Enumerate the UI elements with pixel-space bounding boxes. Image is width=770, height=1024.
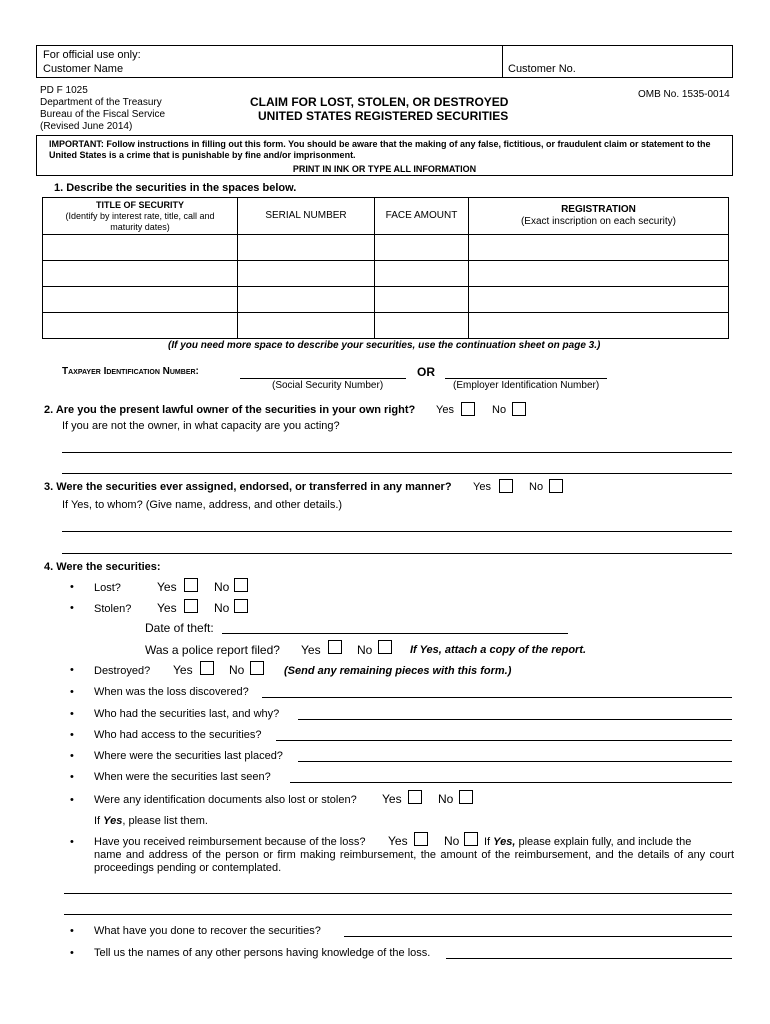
id-docs-no-label: No xyxy=(438,792,454,806)
reimb-yes-label: Yes xyxy=(388,834,408,848)
cell-face[interactable] xyxy=(375,235,469,261)
q2-answer-line-1[interactable] xyxy=(62,452,732,453)
police-report-note: If Yes, attach a copy of the report. xyxy=(410,644,587,656)
reimb-if-yes-text xyxy=(484,836,691,849)
stolen-no-checkbox[interactable] xyxy=(234,599,248,613)
bullet: • xyxy=(70,686,74,698)
table-header-row xyxy=(43,198,729,235)
bullet: • xyxy=(70,750,74,762)
reimb-continuation: name and address of the person or firm making reimbursement, the amount of the reimbursement, and the details of any court proceedings pending or contemplated. xyxy=(94,849,734,874)
col-registration-heading: REGISTRATION xyxy=(561,204,636,215)
seen-label: When were the securities last seen? xyxy=(94,771,271,783)
important-notice-text: IMPORTANT: Follow instructions in filling out this form. You should be aware that the making of any false, fictitious, or fraudulent claim or statement to the United States is a crime that is punishable by fine and/or imprisonment. xyxy=(49,139,711,160)
q4-label: 4. Were the securities: xyxy=(44,561,161,573)
destroyed-no-label: No xyxy=(229,663,245,677)
cell-title[interactable] xyxy=(43,235,238,261)
recover-line[interactable] xyxy=(344,936,732,937)
cell-serial[interactable] xyxy=(238,235,375,261)
q3-no-checkbox[interactable] xyxy=(549,479,563,493)
reimb-answer-line-2[interactable] xyxy=(64,914,732,915)
destroyed-yes-label: Yes xyxy=(173,663,193,677)
id-docs-yes-label: Yes xyxy=(382,792,402,806)
lost-label: Lost? xyxy=(94,582,121,594)
q3-yes-label: Yes xyxy=(473,481,491,493)
ssn-line[interactable] xyxy=(240,378,406,379)
q2-no-label: No xyxy=(492,404,507,416)
bullet: • xyxy=(70,794,74,806)
id-docs-yes-checkbox[interactable] xyxy=(408,790,422,804)
cell-registration[interactable] xyxy=(469,287,729,313)
cell-title[interactable] xyxy=(43,313,238,339)
destroyed-label: Destroyed? xyxy=(94,665,151,677)
tin-label: Taxpayer Identification Number: xyxy=(62,366,199,377)
id-docs-no-checkbox[interactable] xyxy=(459,790,473,804)
reimb-yes-checkbox[interactable] xyxy=(414,832,428,846)
had-last-label: Who had the securities last, and why? xyxy=(94,708,280,720)
bullet: • xyxy=(70,925,74,937)
ein-line[interactable] xyxy=(445,378,607,379)
lost-yes-checkbox[interactable] xyxy=(184,578,198,592)
placed-line[interactable] xyxy=(298,761,732,762)
bullet: • xyxy=(70,771,74,783)
reimb-no-label: No xyxy=(444,834,460,848)
col-face-amount: FACE AMOUNT xyxy=(375,198,469,235)
col-registration-sub: (Exact inscription on each security) xyxy=(520,216,677,227)
destroyed-note: (Send any remaining pieces with this form.) xyxy=(284,665,512,677)
stolen-label: Stolen? xyxy=(94,603,132,615)
q3-label: 3. Were the securities ever assigned, endorsed, or transferred in any manner? xyxy=(44,481,452,493)
had-last-line[interactable] xyxy=(298,719,732,720)
reimb-after: please explain fully, and include the xyxy=(515,836,692,848)
police-yes-label: Yes xyxy=(301,643,321,657)
destroyed-yes-checkbox[interactable] xyxy=(200,661,214,675)
reimb-yes-bold: Yes, xyxy=(493,836,516,848)
police-report-label: Was a police report filed? xyxy=(145,643,280,657)
revision-date: (Revised June 2014) xyxy=(40,121,133,132)
omb-number: OMB No. 1535-0014 xyxy=(638,89,730,100)
if-yes-suffix: , please list them. xyxy=(122,815,208,827)
official-divider xyxy=(502,46,503,77)
table-row xyxy=(43,235,729,261)
table-row xyxy=(43,287,729,313)
if-yes-prefix: If xyxy=(94,815,104,827)
others-line[interactable] xyxy=(446,958,732,959)
q3-sub-label: If Yes, to whom? (Give name, address, and other details.) xyxy=(62,499,343,511)
recover-label: What have you done to recover the securities? xyxy=(94,925,321,937)
if-yes-list-label xyxy=(94,815,208,828)
bullet: • xyxy=(70,708,74,720)
lost-yes-label: Yes xyxy=(157,580,177,594)
continuation-note: (If you need more space to describe your securities, use the continuation sheet on page 3.) xyxy=(168,340,601,351)
police-no-label: No xyxy=(357,643,373,657)
q2-answer-line-2[interactable] xyxy=(62,473,732,474)
customer-name-label: Customer Name xyxy=(43,63,124,75)
bullet: • xyxy=(70,947,74,959)
q2-no-checkbox[interactable] xyxy=(512,402,526,416)
securities-table xyxy=(42,197,729,339)
q1-label: 1. Describe the securities in the spaces below. xyxy=(54,182,297,194)
access-line[interactable] xyxy=(276,740,732,741)
others-label: Tell us the names of any other persons having knowledge of the loss. xyxy=(94,947,431,959)
col-registration xyxy=(469,198,729,235)
cell-face[interactable] xyxy=(375,313,469,339)
discovered-label: When was the loss discovered? xyxy=(94,686,249,698)
seen-line[interactable] xyxy=(290,782,732,783)
cell-registration[interactable] xyxy=(469,235,729,261)
col-serial-number: SERIAL NUMBER xyxy=(238,198,375,235)
cell-serial[interactable] xyxy=(238,287,375,313)
cell-title[interactable] xyxy=(43,287,238,313)
q2-yes-checkbox[interactable] xyxy=(461,402,475,416)
reimb-answer-line-1[interactable] xyxy=(64,893,732,894)
table-row xyxy=(43,313,729,339)
cell-registration[interactable] xyxy=(469,261,729,287)
ein-caption: (Employer Identification Number) xyxy=(453,380,600,391)
table-row xyxy=(43,261,729,287)
col-title-heading: TITLE OF SECURITY xyxy=(95,199,184,210)
reimb-no-checkbox[interactable] xyxy=(464,832,478,846)
lost-no-checkbox[interactable] xyxy=(234,578,248,592)
department-name: Department of the Treasury xyxy=(40,97,162,108)
q3-answer-line-1[interactable] xyxy=(62,531,732,532)
stolen-yes-label: Yes xyxy=(157,601,177,615)
cell-face[interactable] xyxy=(375,261,469,287)
q3-no-label: No xyxy=(529,481,544,493)
form-title-line1: CLAIM FOR LOST, STOLEN, OR DESTROYED xyxy=(250,95,509,109)
official-use-box xyxy=(36,45,733,78)
stolen-yes-checkbox[interactable] xyxy=(184,599,198,613)
stolen-no-label: No xyxy=(214,601,230,615)
q3-yes-checkbox[interactable] xyxy=(499,479,513,493)
cell-registration[interactable] xyxy=(469,313,729,339)
discovered-line[interactable] xyxy=(262,697,732,698)
q3-answer-line-2[interactable] xyxy=(62,553,732,554)
bureau-name: Bureau of the Fiscal Service xyxy=(40,109,166,120)
access-label: Who had access to the securities? xyxy=(94,729,262,741)
tin-or: OR xyxy=(417,365,435,379)
placed-label: Where were the securities last placed? xyxy=(94,750,283,762)
q2-yes-label: Yes xyxy=(436,404,454,416)
print-ink-notice: PRINT IN INK OR TYPE ALL INFORMATION xyxy=(292,164,477,174)
col-title-sub: (Identify by interest rate, title, call and maturity dates) xyxy=(65,210,215,232)
cell-title[interactable] xyxy=(43,261,238,287)
bullet: • xyxy=(70,664,74,676)
date-of-theft-label: Date of theft: xyxy=(145,621,214,635)
date-of-theft-line[interactable] xyxy=(222,633,568,634)
police-yes-checkbox[interactable] xyxy=(328,640,342,654)
police-no-checkbox[interactable] xyxy=(378,640,392,654)
form-title-line2: UNITED STATES REGISTERED SECURITIES xyxy=(258,109,509,123)
important-notice-box xyxy=(36,135,733,176)
cell-face[interactable] xyxy=(375,287,469,313)
bullet: • xyxy=(70,729,74,741)
cell-serial[interactable] xyxy=(238,261,375,287)
if-yes-bold: Yes xyxy=(103,815,123,827)
reimbursement-label: Have you received reimbursement because of the loss? xyxy=(94,836,366,848)
reimb-if: If xyxy=(484,836,494,848)
customer-no-label: Customer No. xyxy=(508,63,576,75)
lost-no-label: No xyxy=(214,580,230,594)
bullet: • xyxy=(70,602,74,614)
official-use-label: For official use only: xyxy=(43,49,141,61)
bullet: • xyxy=(70,581,74,593)
q2-sub-label: If you are not the owner, in what capacity are you acting? xyxy=(62,420,340,432)
q2-label: 2. Are you the present lawful owner of the securities in your own right? xyxy=(44,404,416,416)
form-number: PD F 1025 xyxy=(40,85,88,96)
col-title-of-security xyxy=(43,198,238,235)
ssn-caption: (Social Security Number) xyxy=(272,380,384,391)
id-docs-label: Were any identification documents also lost or stolen? xyxy=(94,794,357,806)
cell-serial[interactable] xyxy=(238,313,375,339)
destroyed-no-checkbox[interactable] xyxy=(250,661,264,675)
bullet: • xyxy=(70,836,74,848)
